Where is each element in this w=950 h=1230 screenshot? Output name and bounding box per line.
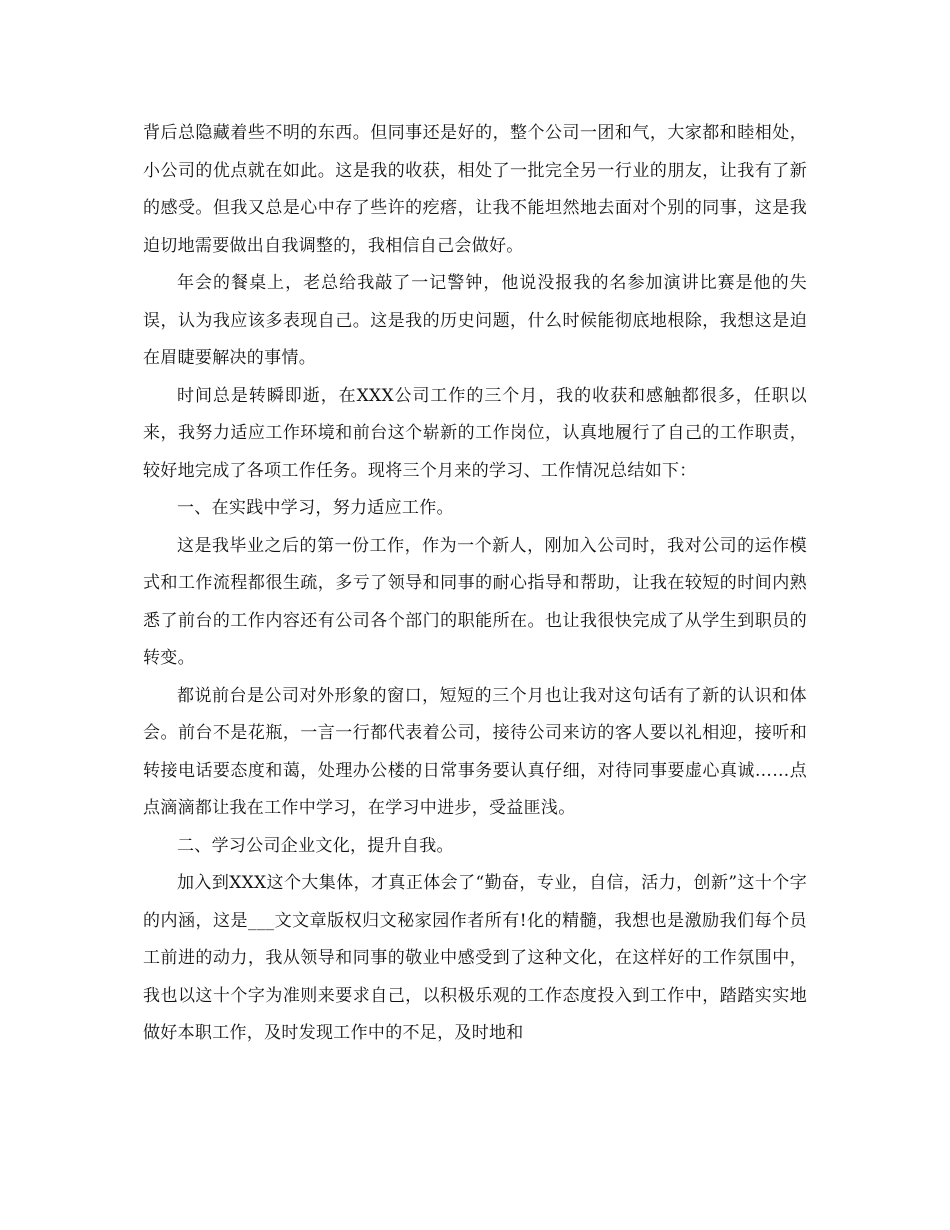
paragraph-6: 加入到XXX这个大集体，才真正体会了“勤奋，专业，自信，活力，创新”这十个字的内涵，这是___文文章版权归文秘家园作者所有!化的精髓，我想也是激励我们每个员工前进的动力，我从领导和同事的敬业中感受到了这种文化，在这样好的工作氛围中，我也以这十个字为准则来要求自己，以积极乐观的工作态度投入到工作中，踏踏实实地做好本职工作，及时发现工作中的不足，及时地和 [143, 873, 807, 1043]
paragraph-3: 时间总是转瞬即逝，在XXX公司工作的三个月，我的收获和感触都很多，任职以来，我努力适应工作环境和前台这个崭新的工作岗位，认真地履行了自己的工作职责，较好地完成了各项工作任务。现将三个月来的学习、工作情况总结如下： [143, 385, 807, 481]
document-body [143, 115, 807, 1053]
section-heading-1: 一、在实践中学习，努力适应工作。 [177, 498, 454, 518]
paragraph-2: 年会的餐桌上，老总给我敲了一记警钟，他说没报我的名参加演讲比赛是他的失误，认为我应该多表现自己。这是我的历史问题，什么时候能彻底地根除，我想这是迫在眉睫要解决的事情。 [143, 273, 807, 368]
paragraph-1: 背后总隐藏着些不明的东西。但同事还是好的，整个公司一团和气，大家都和睦相处，小公司的优点就在如此。这是我的收获，相处了一批完全另一行业的朋友，让我有了新的感受。但我又总是心中存了些许的疙瘩，让我不能坦然地去面对个别的同事，这是我迫切地需要做出自我调整的，我相信自己会做好。 [143, 123, 807, 256]
section-heading-2: 二、学习公司企业文化，提升自我。 [177, 835, 454, 856]
paragraph-5: 都说前台是公司对外形象的窗口，短短的三个月也让我对这句话有了新的认识和体会。前台不是花瓶，一言一行都代表着公司，接待公司来访的客人要以礼相迎，接听和转接电话要态度和蔼，处理办公楼的日常事务要认真仔细，对待同事要虚心真诚……点点滴滴都让我在工作中学习，在学习中进步，受益匪浅。 [143, 685, 807, 818]
paragraph-4: 这是我毕业之后的第一份工作，作为一个新人，刚加入公司时，我对公司的运作模式和工作流程都很生疏，多亏了领导和同事的耐心指导和帮助，让我在较短的时间内熟悉了前台的工作内容还有公司各个部门的职能所在。也让我很快完成了从学生到职员的转变。 [143, 535, 807, 668]
